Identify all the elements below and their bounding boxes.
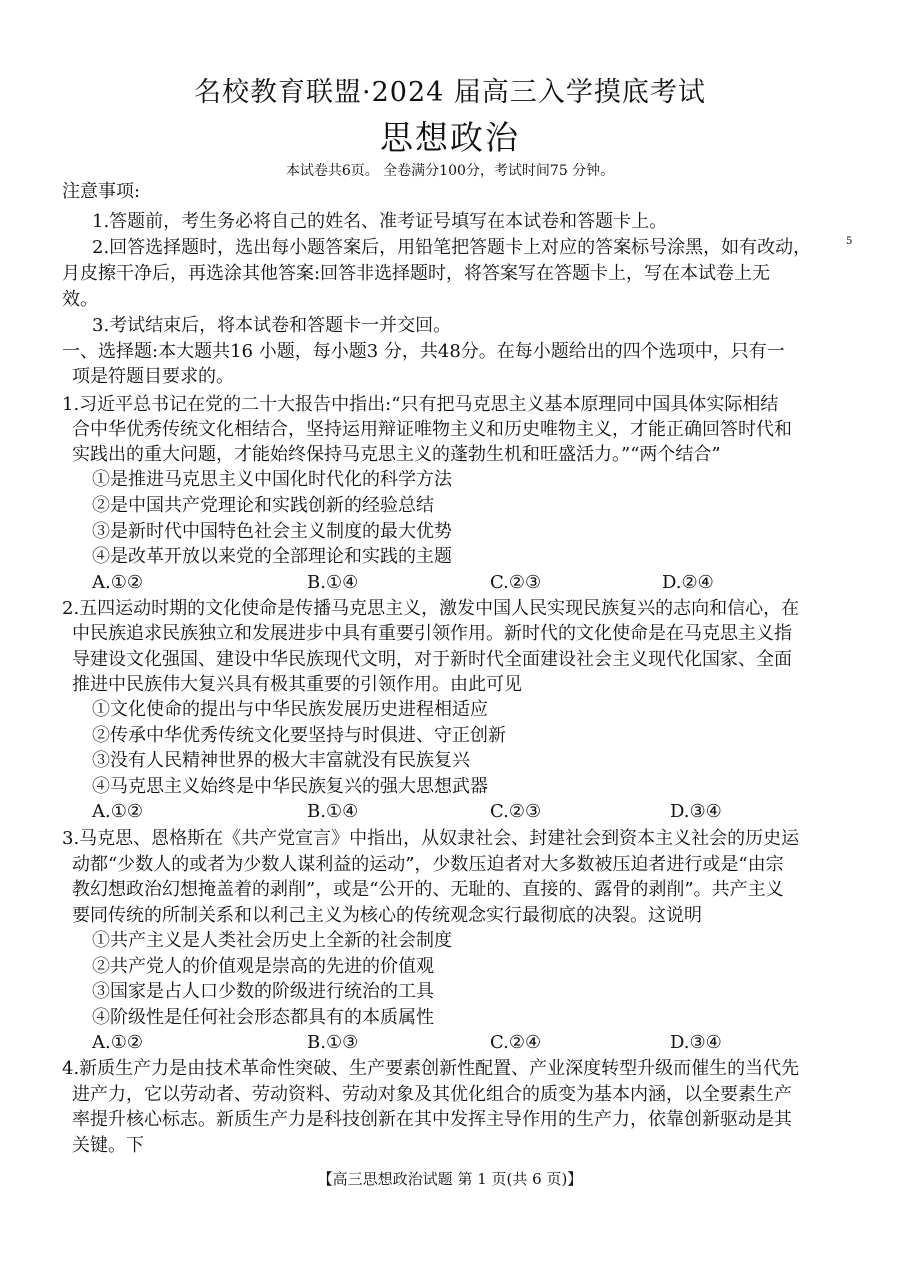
notice-item-2-line-1: 2.回答选择题时，选出每小题答案后，用铅笔把答题卡上对应的答案标号涂黑，如有改动， <box>92 237 812 258</box>
question-4-line: 率提升核心标志。新质生产力是科技创新在其中发挥主导作用的生产力，依靠创新驱动是其 <box>72 1109 792 1130</box>
question-3-statement: ④阶级性是任何社会形态都具有的本质属性 <box>92 1007 434 1028</box>
question-1-statement: ④是改革开放以来党的全部理论和实践的主题 <box>92 546 452 567</box>
notice-item-2-line-2: 月皮擦干净后，再选涂其他答案:回答非选择题时，将答案写在答题卡上，写在本试卷上无 <box>62 263 771 284</box>
question-4-line: 4.新质生产力是由技术革命性突破、生产要素创新性配置、产业深度转型升级而催生的当代先 <box>62 1058 800 1079</box>
question-3-option-a: A.①② <box>92 1032 143 1053</box>
question-1-line: 合中华优秀传统文化相结合，坚持运用辩证唯物主义和历史唯物主义，才能正确回答时代和 <box>72 419 792 440</box>
question-1-statement: ①是推进马克思主义中国化时代化的科学方法 <box>92 469 452 490</box>
question-2-statement: ①文化使命的提出与中华民族发展历史进程相适应 <box>92 699 488 720</box>
question-2-option-a: A.①② <box>92 801 143 822</box>
notice-item-2-line-3: 效。 <box>62 289 98 310</box>
question-3-statement: ①共产主义是人类社会历史上全新的社会制度 <box>92 930 452 951</box>
question-3-line: 动都“少数人的或者为少数人谋利益的运动”，少数压迫者对大多数被压迫者进行或是“由宗 <box>72 854 784 875</box>
question-3-line: 3.马克思、恩格斯在《共产党宣言》中指出，从奴隶社会、封建社会到资本主义社会的历史运 <box>62 828 800 849</box>
question-2-line: 2.五四运动时期的文化使命是传播马克思主义，激发中国人民实现民族复兴的志向和信心，在 <box>62 598 800 619</box>
question-4-line: 关键。下 <box>72 1135 144 1156</box>
question-3-line: 要同传统的所制关系和以利己主义为核心的传统观念实行最彻底的决裂。这说明 <box>72 905 702 926</box>
question-1-option-d: D.②④ <box>662 572 714 593</box>
page-footer: 【高三思想政治试题 第 1 页(共 6 页)】 <box>317 1170 583 1188</box>
section-heading-line-1: 一、选择题:本大题共16 小题，每小题3 分，共48分。在每小题给出的四个选项中，只有一 <box>62 341 785 362</box>
question-3-line: 教幻想政治幻想掩盖着的剥削”，或是“公开的、无耻的、直接的、露骨的剥削”。共产主义 <box>72 879 784 900</box>
subject-title: 思想政治 <box>380 118 520 157</box>
notice-item-3: 3.考试结束后，将本试卷和答题卡一并交回。 <box>92 315 452 336</box>
question-2-line: 中民族追求民族独立和发展进步中具有重要引领作用。新时代的文化使命是在马克思主义指 <box>72 623 792 644</box>
exam-info: 本试卷共6页。 全卷满分100分，考试时间75 分钟。 <box>285 163 615 179</box>
question-1-option-c: C.②③ <box>490 572 542 593</box>
margin-mark: 5 <box>846 236 853 247</box>
question-2-option-b: B.①④ <box>307 801 359 822</box>
question-1-statement: ②是中国共产党理论和实践创新的经验总结 <box>92 495 434 516</box>
question-2-option-d: D.③④ <box>670 801 722 822</box>
question-3-statement: ②共产党人的价值观是崇高的先进的价值观 <box>92 956 434 977</box>
question-2-statement: ②传承中华优秀传统文化要坚持与时俱进、守正创新 <box>92 725 506 746</box>
question-4-line: 进产力，它以劳动者、劳动资料、劳动对象及其优化组合的质变为基本内涵，以全要素生产 <box>72 1084 792 1105</box>
question-3-option-b: B.①③ <box>307 1032 359 1053</box>
question-1-line: 实践出的重大问题，才能始终保持马克思主义的蓬勃生机和旺盛活力。”“两个结合” <box>72 444 721 465</box>
question-2-line: 推进中民族伟大复兴具有极其重要的引领作用。由此可见 <box>72 674 522 695</box>
question-1-line: 1.习近平总书记在党的二十大报告中指出:“只有把马克思主义基本原理同中国具体实际相结 <box>62 394 779 415</box>
question-2-line: 导建设文化强国、建设中华民族现代文明，对于新时代全面建设社会主义现代化国家、全面 <box>72 649 792 670</box>
question-1-option-a: A.①② <box>92 572 143 593</box>
question-3-option-c: C.②④ <box>490 1032 542 1053</box>
exam-title: 名校教育联盟·2024 届高三入学摸底考试 <box>194 77 706 108</box>
question-2-statement: ④马克思主义始终是中华民族复兴的强大思想武器 <box>92 776 488 797</box>
question-3-statement: ③国家是占人口少数的阶级进行统治的工具 <box>92 981 434 1002</box>
notice-item-1: 1.答题前，考生务必将自己的姓名、准考证号填写在本试卷和答题卡上。 <box>92 211 668 232</box>
question-2-option-c: C.②③ <box>490 801 542 822</box>
question-2-statement: ③没有人民精神世界的极大丰富就没有民族复兴 <box>92 750 470 771</box>
question-1-statement: ③是新时代中国特色社会主义制度的最大优势 <box>92 521 452 542</box>
section-heading-line-2: 项是符题目要求的。 <box>72 366 234 387</box>
notice-heading: 注意事项: <box>62 181 141 202</box>
question-3-option-d: D.③④ <box>670 1032 722 1053</box>
question-1-option-b: B.①④ <box>307 572 359 593</box>
